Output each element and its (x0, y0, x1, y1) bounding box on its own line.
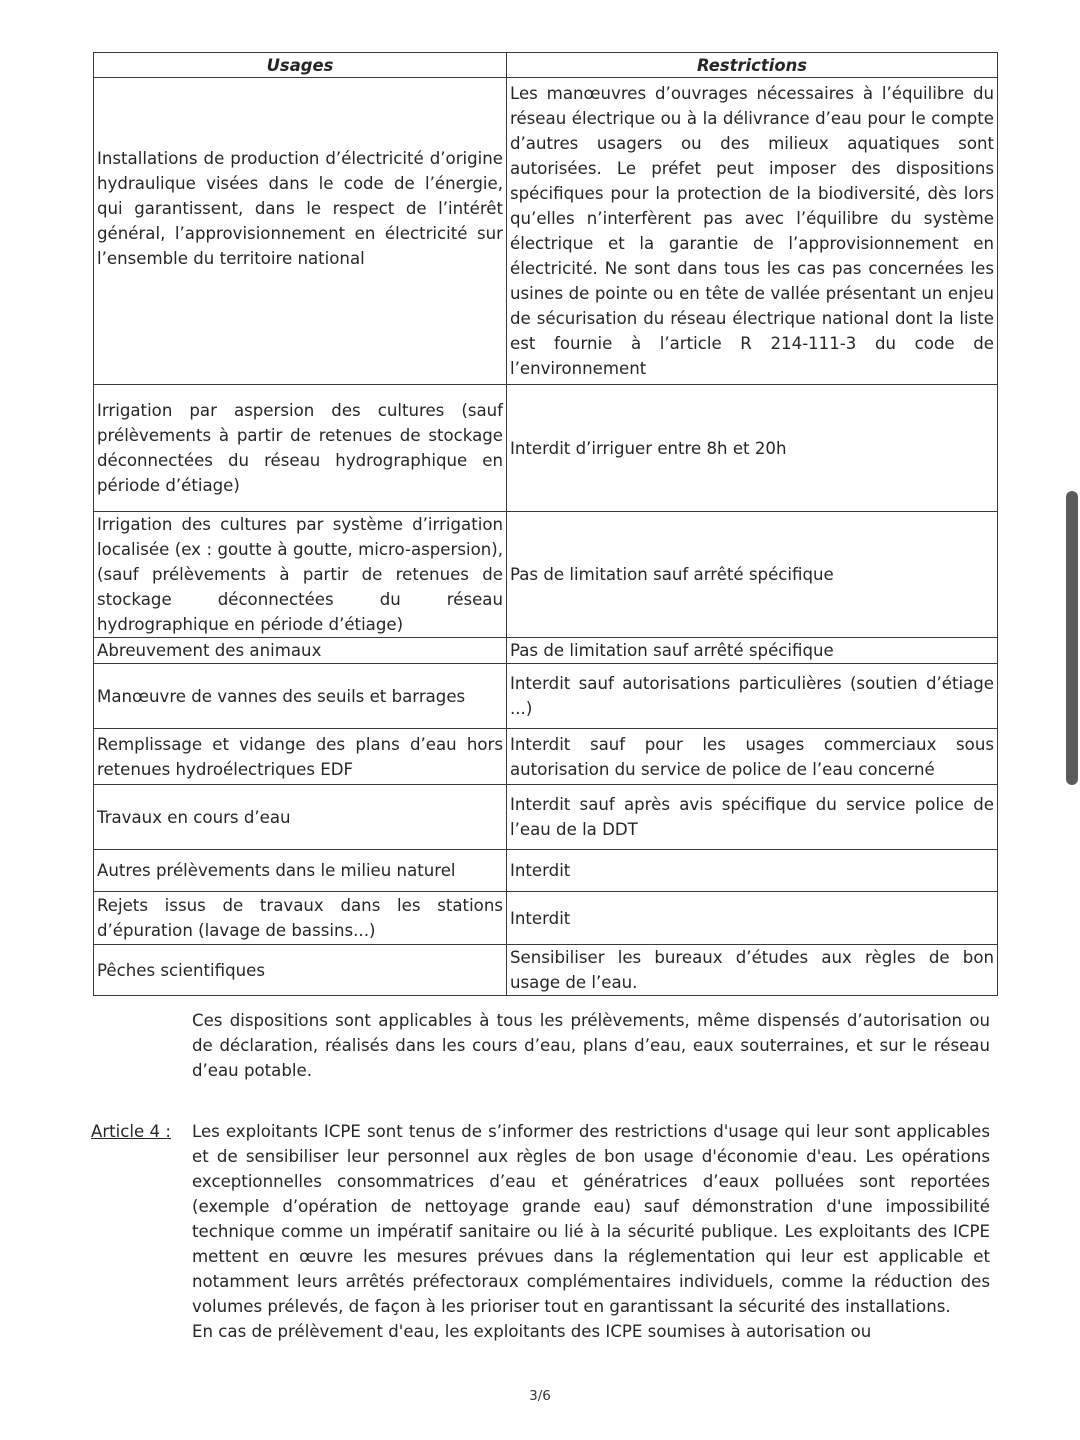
restriction-cell: Sensibiliser les bureaux d’études aux règles de bon usage de l’eau. (507, 945, 998, 996)
restriction-cell: Les manœuvres d’ouvrages nécessaires à l’équilibre du réseau électrique ou à la délivrance d’eau pour le compte d’autres usagers ou des milieux aquatiques sont autorisées. Le préfet peut imposer des dispositions spécifiques pour la protection de la biodiversité, dès lors qu’elles n’interfèrent pas avec l’équilibre du système électrique et la garantie de l’approvisionnement en électricité. Ne sont dans tous les cas pas concernées les usines de pointe ou en tête de vallée présentant un enjeu de sécurisation du réseau électrique national dont la liste est fournie à l’article R 214-111-3 du code de l’environnement (507, 78, 998, 385)
table-row (94, 729, 998, 785)
restriction-cell: Interdit (507, 892, 998, 945)
table-row (94, 850, 998, 892)
restriction-cell: Interdit d’irriguer entre 8h et 20h (507, 385, 998, 512)
table-row (94, 638, 998, 664)
article-4-text: Les exploitants ICPE sont tenus de s’informer des restrictions d'usage qui leur sont applicables et de sensibiliser leur personnel aux règles de bon usage d'économie d'eau. Les opérations exceptionnelles consommatrices d’eau et génératrices d’eaux polluées sont reportées (exemple d’opération de nettoyage grande eau) sauf démonstration d'une impossibilité technique comme un impératif sanitaire ou lié à la sécurité publique. Les exploitants des ICPE mettent en œuvre les mesures prévues dans la réglementation qui leur est applicable et notamment leurs arrêtés préfectoraux complémentaires individuels, comme la réduction des volumes prélevés, de façon à les prioriser tout en garantissant la sécurité des installations. (192, 1122, 990, 1316)
vertical-scrollbar[interactable] (1066, 491, 1078, 785)
restriction-cell: Pas de limitation sauf arrêté spécifique (507, 638, 998, 664)
usage-cell: Manœuvre de vannes des seuils et barrages (94, 664, 507, 729)
dispositions-paragraph: Ces dispositions sont applicables à tous les prélèvements, même dispensés d’autorisation ou de déclaration, réalisés dans les cours d’eau, plans d’eau, eaux souterraines, et sur le réseau d’eau potable. (192, 1011, 990, 1080)
table-row (94, 664, 998, 729)
table-row (94, 512, 998, 638)
usage-cell: Abreuvement des animaux (94, 638, 507, 664)
table-row (94, 785, 998, 850)
usage-cell: Travaux en cours d’eau (94, 785, 507, 850)
usage-cell: Installations de production d’électricité d’origine hydraulique visées dans le code de l’énergie, qui garantissent, dans le respect de l’intérêt général, l’approvisionnement en électricité sur l’ensemble du territoire national (94, 78, 507, 385)
usage-cell: Irrigation des cultures par système d’irrigation localisée (ex : goutte à goutte, micro-aspersion), (sauf prélèvements à partir de retenues de stockage déconnectées du réseau hydrographique en période d’étiage) (94, 512, 507, 638)
table-row (94, 892, 998, 945)
restriction-cell: Interdit (507, 850, 998, 892)
restriction-cell: Pas de limitation sauf arrêté spécifique (507, 512, 998, 638)
header-restrictions: Restrictions (507, 53, 998, 78)
restriction-cell: Interdit sauf autorisations particulières (soutien d’étiage ...) (507, 664, 998, 729)
usage-cell: Irrigation par aspersion des cultures (sauf prélèvements à partir de retenues de stockage déconnectées du réseau hydrographique en période d’étiage) (94, 385, 507, 512)
page-number: 3/6 (529, 1388, 551, 1404)
table-row (94, 385, 998, 512)
table-row (94, 78, 998, 385)
table-header-row (94, 53, 998, 78)
article-4-text-continued: En cas de prélèvement d'eau, les exploitants des ICPE soumises à autorisation ou (192, 1322, 872, 1341)
header-usages: Usages (94, 53, 507, 78)
usage-cell: Autres prélèvements dans le milieu naturel (94, 850, 507, 892)
article-4-label: Article 4 : (91, 1122, 171, 1141)
article-4-body (192, 1119, 990, 1344)
restrictions-table (93, 52, 998, 996)
usage-cell: Rejets issus de travaux dans les stations d’épuration (lavage de bassins...) (94, 892, 507, 945)
usage-cell: Remplissage et vidange des plans d’eau hors retenues hydroélectriques EDF (94, 729, 507, 785)
restriction-cell: Interdit sauf après avis spécifique du service police de l’eau de la DDT (507, 785, 998, 850)
restriction-cell: Interdit sauf pour les usages commerciaux sous autorisation du service de police de l’eau concerné (507, 729, 998, 785)
usage-cell: Pêches scientifiques (94, 945, 507, 996)
table-row (94, 945, 998, 996)
